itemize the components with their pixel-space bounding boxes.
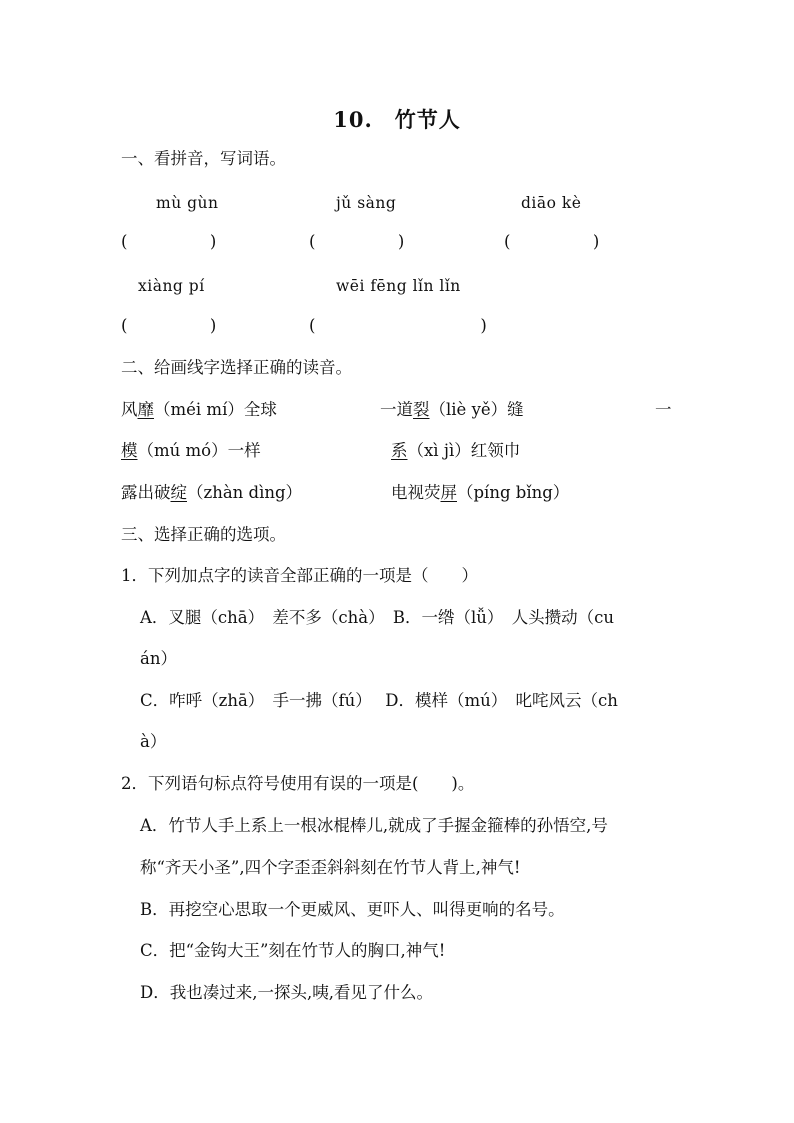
answer-blank: ( ) [504, 232, 600, 251]
pinyin-ju-sang: jǔ sàng [336, 194, 397, 212]
pinyin-xiang-pi: xiàng pí [138, 277, 205, 295]
question-1-options: A．叉腿（chā） 差不多（chà） B．一绺（lǚ） 人头攒动（cu [140, 608, 614, 627]
reading-item: 模（mú mó）一样 [121, 441, 261, 460]
question-1-options: án） [140, 649, 177, 668]
question-2-option-a: 称“齐天小圣”,四个字歪歪斜斜刻在竹节人背上,神气! [140, 858, 521, 877]
answer-blank: ( ) [121, 232, 217, 251]
question-1-options: à） [140, 732, 167, 751]
pinyin-wei-feng-lin-lin: wēi fēng lǐn lǐn [336, 277, 461, 295]
pinyin-mu-gun: mù gùn [156, 194, 219, 212]
question-1-stem: 1．下列加点字的读音全部正确的一项是（ ） [121, 566, 478, 585]
section2-heading: 二、给画线字选择正确的读音。 [121, 358, 352, 377]
question-2-option-c: C．把“金钩大王”刻在竹节人的胸口,神气! [140, 941, 446, 960]
pinyin-diao-ke: diāo kè [521, 194, 582, 212]
reading-item: 一 [655, 400, 672, 419]
reading-item: 露出破绽（zhàn dìng） [121, 483, 303, 502]
reading-item: 一道裂（liè yě）缝 [380, 400, 524, 419]
reading-item: 电视荧屏（píng bǐng） [391, 483, 570, 502]
reading-item: 风靡（méi mí）全球 [121, 400, 277, 419]
section1-heading: 一、看拼音，写词语。 [121, 149, 286, 168]
question-1-options: C．咋呼（zhā） 手一拂（fú） D．模样（mú） 叱咤风云（ch [140, 691, 618, 710]
question-2-option-b: B．再挖空心思取一个更威风、更吓人、叫得更响的名号。 [140, 900, 565, 919]
reading-item: 系（xì jì）红领巾 [391, 441, 521, 460]
page-title: 10. 竹节人 [333, 107, 461, 132]
question-2-stem: 2．下列语句标点符号使用有误的一项是( )。 [121, 774, 475, 793]
section3-heading: 三、选择正确的选项。 [121, 525, 286, 544]
question-2-option-d: D．我也凑过来,一探头,咦,看见了什么。 [140, 983, 433, 1002]
answer-blank: ( ) [121, 316, 217, 335]
question-2-option-a: A．竹节人手上系上一根冰棍棒儿,就成了手握金箍棒的孙悟空,号 [140, 816, 608, 835]
answer-blank: ( ) [309, 316, 487, 335]
answer-blank: ( ) [309, 232, 405, 251]
